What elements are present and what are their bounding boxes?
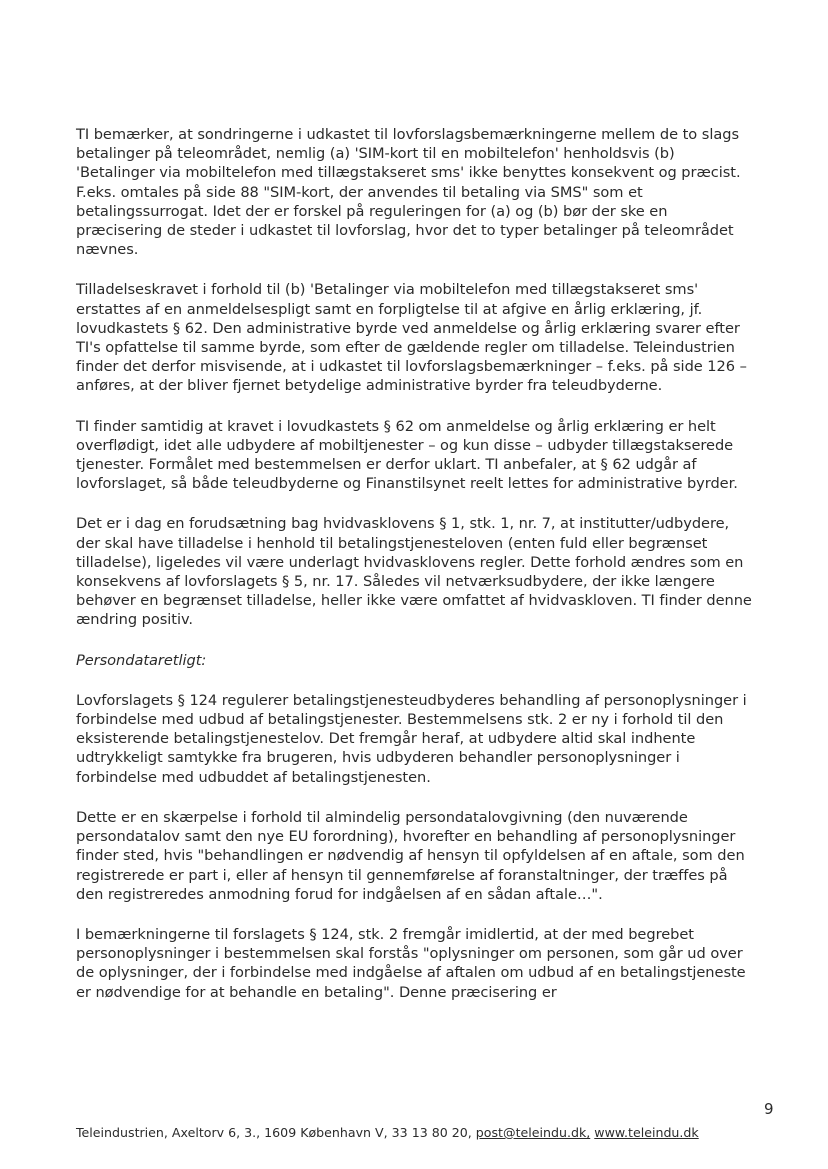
page-number: 9 [764,1100,774,1118]
paragraph-7: I bemærkningerne til forslagets § 124, stk. 2 fremgår imidlertid, at der med begrebet personoplysninger i bestemmelsen skal forstås "oplysninger om personen, som går ud over de oplysninger, der i forbindelse med indgåelse af aftalen om udbud af en betalingstjeneste er nødvendige for at behandle en betaling". Denne præcisering er [76,925,746,1001]
document-body [76,125,752,1023]
footer-website-link[interactable]: www.teleindu.dk [594,1125,699,1140]
paragraph-1: TI bemærker, at sondringerne i udkastet til lovforslagsbemærkningerne mellem de to slags betalinger på teleområdet, nemlig (a) 'SIM-kort til en mobiltelefon' henholdsvis (b) 'Betalinger via mobiltelefon med tillægstakseret sms' ikke benyttes konsekvent og præcist. F.eks. omtales på side 88 "SIM-kort, der anvendes til betaling via SMS" som et betalingssurrogat. Idet der er forskel på reguleringen for (a) og (b) bør der ske en præcisering de steder i udkastet til lovforslag, hvor det to typer betalinger på teleområdet nævnes. [76,126,741,259]
paragraph-3: TI finder samtidig at kravet i lovudkastets § 62 om anmeldelse og årlig erklæring er helt overflødigt, idet alle udbydere af mobiltjenester – og kun disse – udbyder tillægstakserede tjenester. Formålet med bestemmelsen er derfor uklart. TI anbefaler, at § 62 udgår af lovforslaget, så både teleudbyderne og Finanstilsynet reelt lettes for administrative byrder. [76,417,738,493]
paragraph-2: Tilladelseskravet i forhold til (b) 'Betalinger via mobiltelefon med tillægstakseret sms' erstattes af en anmeldelsespligt samt en forpligtelse til at afgive en årlig erklæring, jf. lovudkastets § 62. Den administrative byrde ved anmeldelse og årlig erklæring svarer efter TI's opfattelse til samme byrde, som efter de gældende regler om tilladelse. Teleindustrien finder det derfor misvisende, at i udkastet til lovforslagsbemærkninger – f.eks. på side 126 – anføres, at der bliver fjernet betydelige administrative byrder fra teleudbyderne. [76,281,747,395]
footer-email-link[interactable]: post@teleindu.dk, [475,1125,591,1140]
footer [76,1125,699,1140]
paragraph-6: Dette er en skærpelse i forhold til almindelig persondatalovgivning (den nuværende persondatalov samt den nye EU forordning), hvorefter en behandling af personoplysninger finder sted, hvis "behandlingen er nødvendig af hensyn til opfyldelsen af en aftale, som den registrerede er part i, eller af hensyn til gennemførelse af foranstaltninger, der træffes på den registreredes anmodning forud for indgåelsen af en sådan aftale…". [76,808,745,903]
section-heading: Persondataretligt: [76,651,207,669]
paragraph-5: Lovforslagets § 124 regulerer betalingstjenesteudbyderes behandling af personoplysninger i forbindelse med udbud af betalingstjenester. Bestemmelsens stk. 2 er ny i forhold til den eksisterende betalingstjenestelov. Det fremgår heraf, at udbydere altid skal indhente udtrykkeligt samtykke fra brugeren, hvis udbyderen behandler personoplysninger i forbindelse med udbuddet af betalingstjenesten. [76,691,747,786]
footer-address: Teleindustrien, Axeltorv 6, 3., 1609 København V, 33 13 80 20, [76,1125,476,1140]
paragraph-4: Det er i dag en forudsætning bag hvidvasklovens § 1, stk. 1, nr. 7, at institutter/udbydere, der skal have tilladelse i henhold til betalingstjenesteloven (enten fuld eller begrænset tilladelse), ligeledes vil være underlagt hvidvasklovens regler. Dette forhold ændres som en konsekvens af lovforslagets § 5, nr. 17. Således vil netværksudbydere, der ikke længere behøver en begrænset tilladelse, heller ikke være omfattet af hvidvaskloven. TI finder denne ændring positiv. [76,515,752,629]
